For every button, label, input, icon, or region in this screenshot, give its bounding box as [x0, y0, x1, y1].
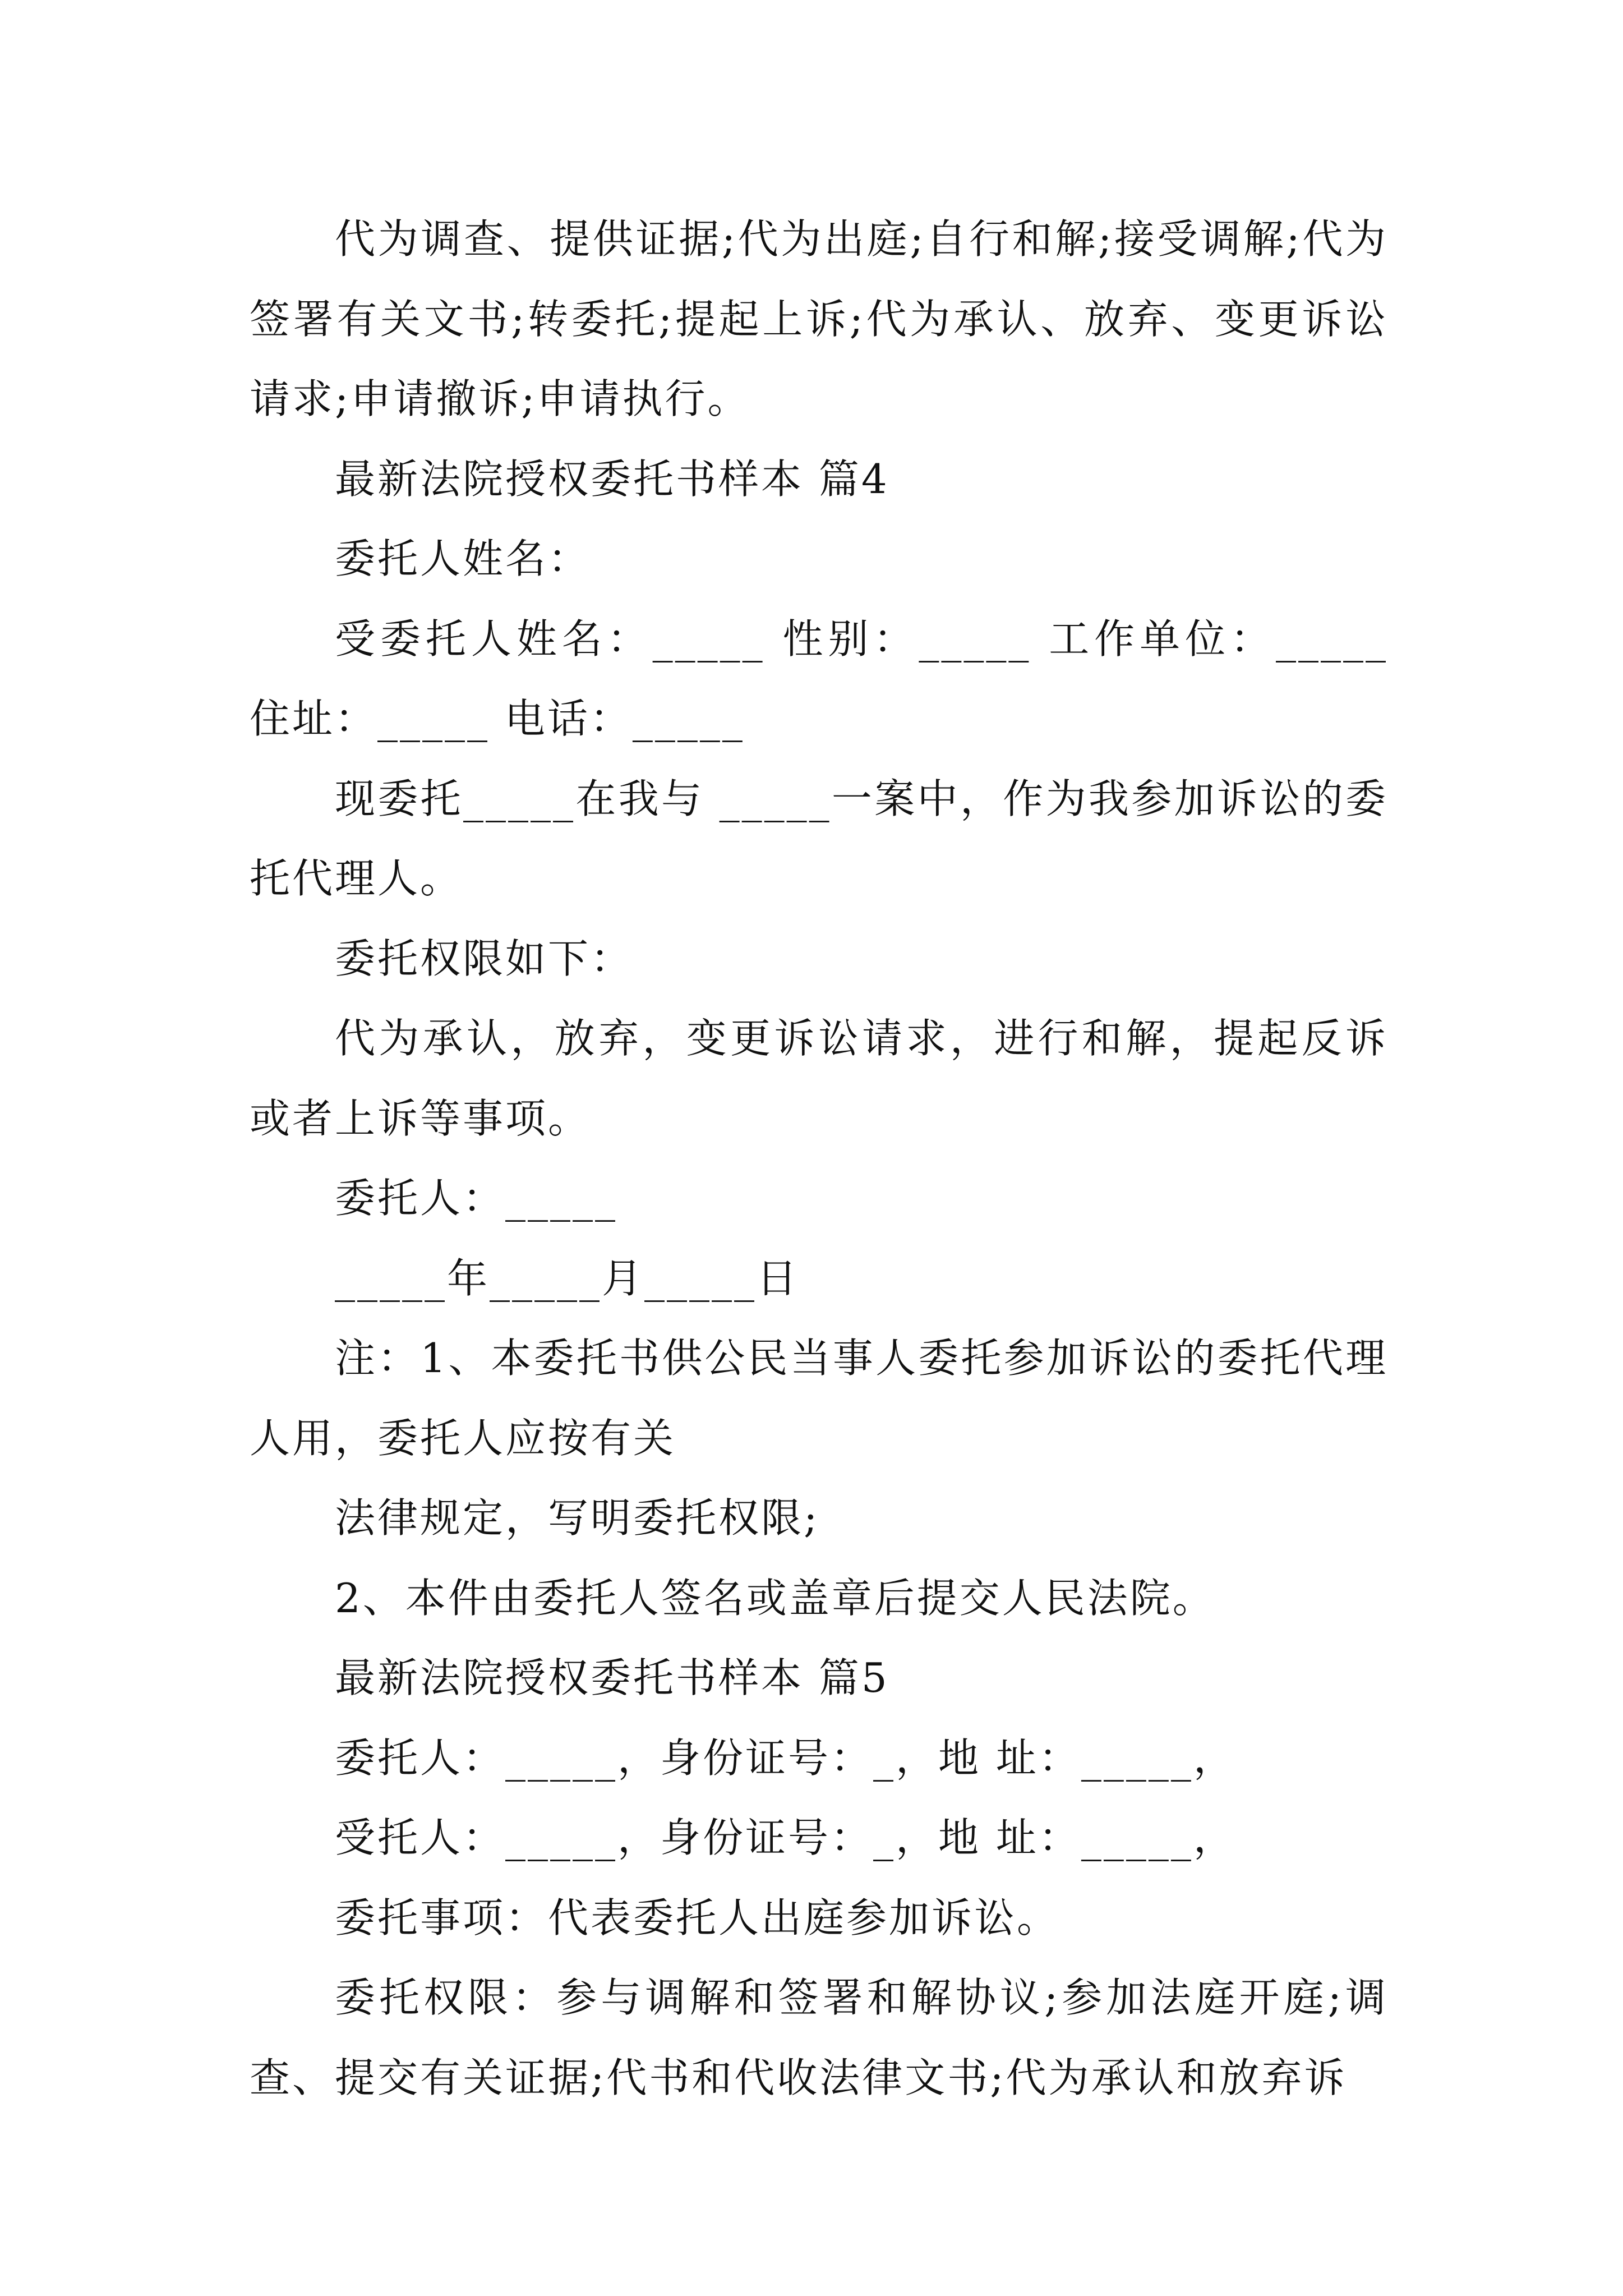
paragraph-agent-info: 受委托人姓名：_____ 性别：_____ 工作单位：_____ 住址：_____ 电话：_____ [250, 615, 1388, 742]
paragraph-scope-heading: 委托权限如下： [335, 935, 634, 982]
paragraph-representation-powers: 代为调查、提供证据;代为出庭;自行和解;接受调解;代为签署有关文书;转委托;提起上诉;代为承认、放弃、变更诉讼请求;申请撤诉;申请执行。 [250, 215, 1388, 422]
paragraph-authority: 委托权限：参与调解和签署和解协议;参加法庭开庭;调查、提交有关证据;代书和代收法律文书;代为承认和放弃诉 [250, 1974, 1388, 2101]
document-body [250, 199, 1388, 2118]
paragraph-principal-signature: 委托人：_____ [335, 1175, 618, 1222]
section-heading-5: 最新法院授权委托书样本 篇5 [335, 1654, 889, 1701]
paragraph-date: _____年_____月_____日 [335, 1254, 800, 1302]
paragraph-principal-name: 委托人姓名： [335, 535, 591, 582]
paragraph-matters: 委托事项：代表委托人出庭参加诉讼。 [335, 1894, 1060, 1941]
paragraph-note-2: 2、本件由委托人签名或盖章后提交人民法院。 [335, 1574, 1215, 1622]
section-heading-4: 最新法院授权委托书样本 篇4 [335, 455, 889, 503]
paragraph-scope-items: 代为承认，放弃，变更诉讼请求，进行和解，提起反诉或者上诉等事项。 [250, 1015, 1388, 1142]
paragraph-trustee-info: 受托人：_____，身份证号：_，地 址：_____， [335, 1814, 1236, 1861]
paragraph-note-1: 注：1、本委托书供公民当事人委托参加诉讼的委托代理人用，委托人应按有关 [250, 1335, 1388, 1462]
paragraph-principal-info: 委托人：_____，身份证号：_，地 址：_____， [335, 1734, 1236, 1782]
paragraph-entrustment: 现委托_____在我与 _____一案中，作为我参加诉讼的委托代理人。 [250, 775, 1388, 902]
paragraph-note-1-continued: 法律规定，写明委托权限; [335, 1494, 820, 1542]
